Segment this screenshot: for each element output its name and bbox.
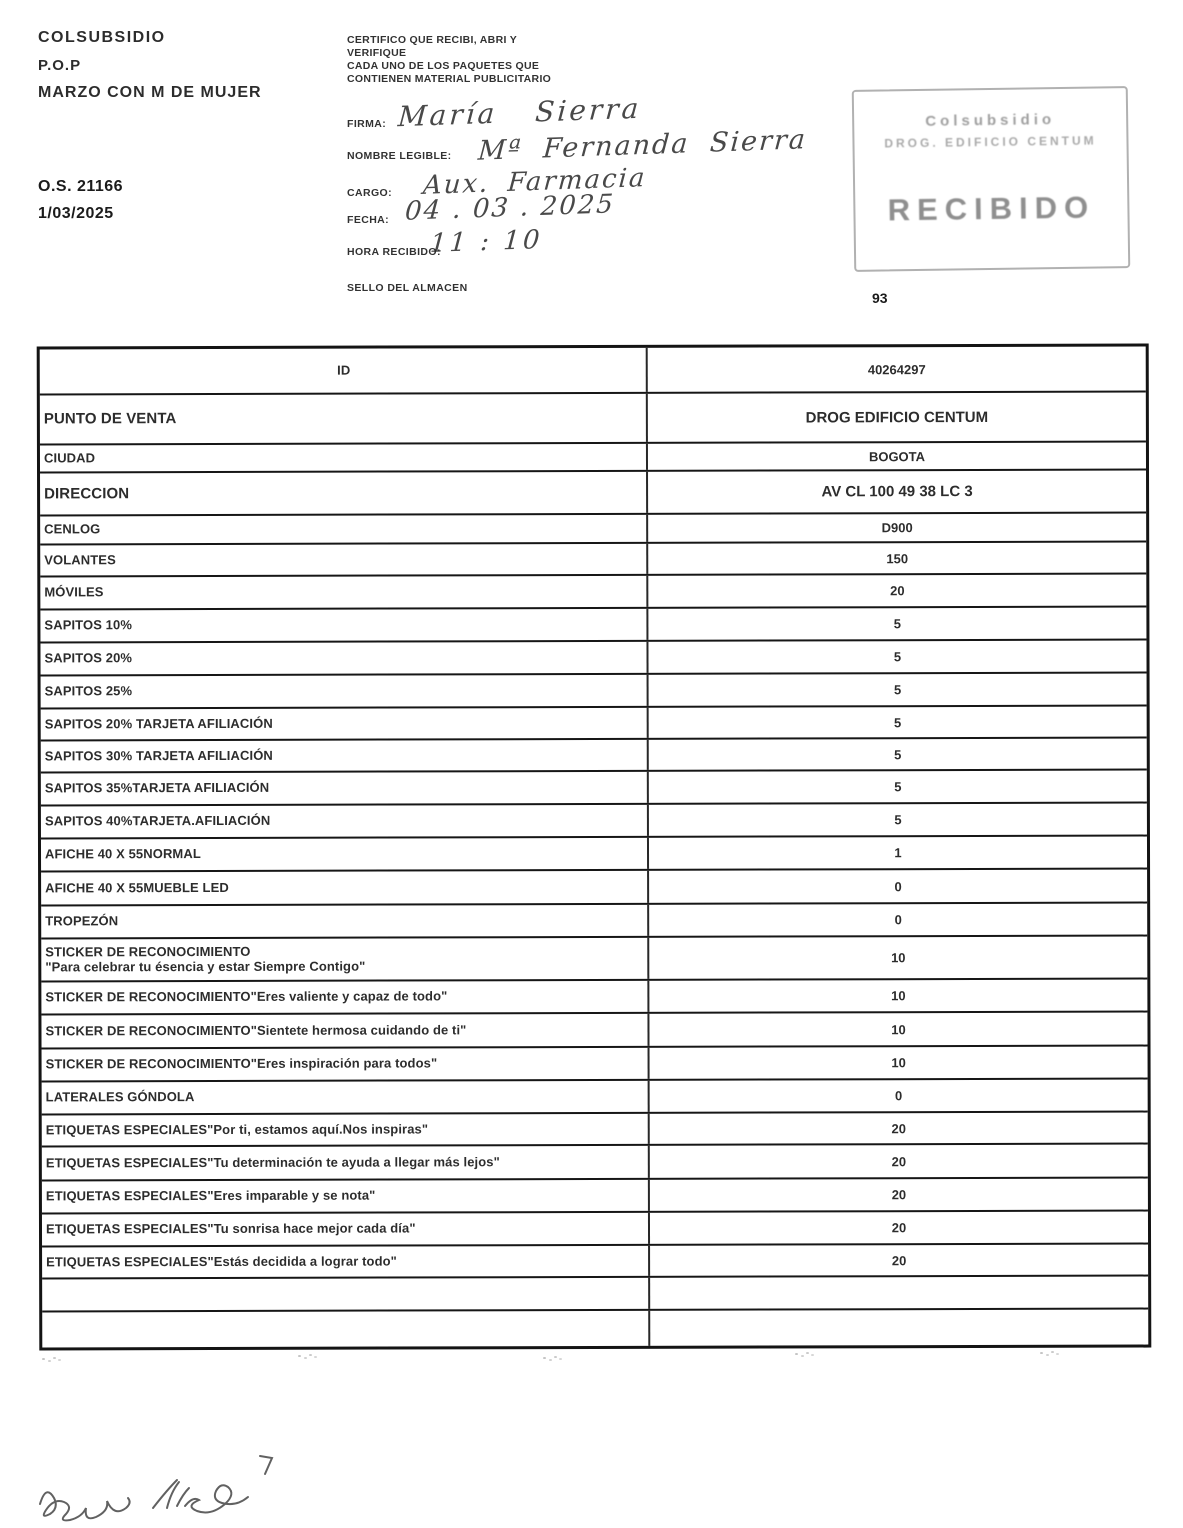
cargo-handwritten: Aux. Farmacia <box>422 163 648 201</box>
row-value: 20 <box>891 1120 906 1136</box>
table-row <box>42 1047 1148 1083</box>
row-label: STICKER DE RECONOCIMIENTO "Para celebrar tu ésencia y estar Siempre Contigo" <box>41 938 649 981</box>
row-label: ETIQUETAS ESPECIALES"Estás decidida a lograr todo" <box>42 1246 650 1278</box>
scan-speck <box>298 1355 301 1357</box>
row-value: 10 <box>891 950 906 966</box>
row-label: MÓVILES <box>40 576 648 609</box>
table-row <box>41 904 1147 940</box>
certification-line: CERTIFICO QUE RECIBI, ABRI Y <box>347 34 517 46</box>
table-row <box>40 514 1146 546</box>
table-row <box>40 608 1146 644</box>
row-value: 5 <box>893 682 902 698</box>
row-value: 10 <box>891 1021 906 1037</box>
table-row <box>41 674 1147 710</box>
table-row <box>42 1277 1148 1313</box>
table-row <box>42 1179 1148 1215</box>
row-label: ID <box>40 348 648 394</box>
row-value: BOGOTA <box>868 448 926 464</box>
sello-almacen-label: SELLO DEL ALMACEN <box>347 282 468 294</box>
fecha-label: FECHA: <box>347 214 390 226</box>
table-row <box>41 1013 1147 1050</box>
table-row <box>41 707 1147 742</box>
document-header-left <box>38 28 262 103</box>
row-label: LATERALES GÓNDOLA <box>42 1081 650 1114</box>
row-value: 10 <box>891 1055 906 1071</box>
table-row <box>40 471 1146 517</box>
row-label: SAPITOS 20% <box>40 642 648 675</box>
table-row <box>40 443 1146 474</box>
row-label: SAPITOS 20% TARJETA AFILIACIÓN <box>41 708 649 740</box>
row-value: 20 <box>891 1220 907 1236</box>
row-value: 40264297 <box>867 361 926 377</box>
row-label: PUNTO DE VENTA <box>40 394 648 444</box>
row-value <box>650 1277 1148 1309</box>
cargo-label: CARGO: <box>347 187 392 199</box>
row-value: 5 <box>894 812 902 828</box>
receipt-table <box>37 344 1152 1351</box>
page-number: 93 <box>872 290 888 306</box>
order-number: O.S. 21166 <box>38 178 124 195</box>
row-value: 20 <box>891 1252 907 1268</box>
row-value: 5 <box>894 746 902 762</box>
row-value: 5 <box>893 649 902 665</box>
table-row <box>41 804 1147 840</box>
table-row <box>42 1080 1148 1116</box>
stamp-store-line: DROG. EDIFICIO CENTUM <box>884 133 1097 151</box>
table-row <box>42 1310 1148 1348</box>
nombre-legible-label: NOMBRE LEGIBLE: <box>347 150 452 162</box>
row-label: SAPITOS 25% <box>41 675 649 708</box>
row-label: ETIQUETAS ESPECIALES"Tu determinación te ayuda a llegar más lejos" <box>42 1146 650 1180</box>
row-label: AFICHE 40 X 55NORMAL <box>41 838 649 871</box>
nombre-legible-handwritten: Mª Fernanda Sierra <box>477 124 809 167</box>
row-value: 5 <box>894 714 902 730</box>
row-label: SAPITOS 30% TARJETA AFILIACIÓN <box>41 740 649 772</box>
row-label <box>42 1311 650 1348</box>
scan-speck <box>42 1358 45 1360</box>
stamp-recibido-text: RECIBIDO <box>887 189 1096 228</box>
certification-line: CONTIENEN MATERIAL PUBLICITARIO <box>347 73 552 85</box>
scan-speck <box>1040 1352 1043 1354</box>
row-label: SAPITOS 40%TARJETA.AFILIACIÓN <box>41 805 649 838</box>
row-label: AFICHE 40 X 55MUEBLE LED <box>41 871 649 905</box>
row-label: STICKER DE RECONOCIMIENTO"Eres valiente y capaz de todo" <box>41 981 649 1014</box>
row-value: 0 <box>894 912 902 928</box>
row-label: CIUDAD <box>40 444 648 472</box>
row-value: 20 <box>890 583 905 599</box>
stamp-company-line: Colsubsidio <box>925 111 1056 130</box>
table-row <box>41 870 1147 907</box>
table-row <box>41 837 1147 873</box>
table-row <box>42 1113 1148 1148</box>
order-date: 1/03/2025 <box>38 205 114 222</box>
table-row <box>40 347 1146 396</box>
table-row <box>41 771 1147 807</box>
table-row <box>40 543 1146 578</box>
recibido-stamp <box>852 86 1131 272</box>
row-value: 1 <box>894 845 902 861</box>
row-label: STICKER DE RECONOCIMIENTO"Eres inspiración para todos" <box>42 1048 650 1081</box>
table-row <box>41 937 1147 983</box>
hora-recibido-label: HORA RECIBIDO: <box>347 246 441 258</box>
row-label: ETIQUETAS ESPECIALES"Por ti, estamos aquí.Nos inspiras" <box>42 1114 650 1146</box>
table-row <box>42 1245 1148 1280</box>
scan-speck <box>795 1353 798 1355</box>
scan-speck <box>543 1357 546 1359</box>
firma-label: FIRMA: <box>347 118 387 130</box>
row-value: 0 <box>895 1088 903 1104</box>
table-row <box>40 575 1146 611</box>
fecha-handwritten: 04 . 03 . 2025 <box>404 189 616 227</box>
row-value: D900 <box>881 520 913 536</box>
row-label: ETIQUETAS ESPECIALES"Eres imparable y se nota" <box>42 1180 650 1213</box>
row-label: TROPEZÓN <box>41 905 649 938</box>
table-row <box>40 393 1146 446</box>
firma-handwritten: María Sierra <box>396 91 643 134</box>
row-value: 5 <box>894 779 902 795</box>
row-value: 20 <box>891 1187 907 1203</box>
row-value: 0 <box>894 878 902 894</box>
row-label: SAPITOS 10% <box>40 609 648 642</box>
row-value <box>650 1310 1148 1346</box>
row-label: VOLANTES <box>40 544 648 576</box>
row-label: CENLOG <box>40 515 648 544</box>
signature-scribble <box>28 1442 368 1528</box>
row-value: 10 <box>891 988 906 1004</box>
hora-handwritten: 11 : 10 <box>428 224 544 260</box>
program-name: P.O.P <box>38 57 82 74</box>
row-value: AV CL 100 49 38 LC 3 <box>821 483 973 501</box>
row-label <box>42 1278 650 1311</box>
row-value: 20 <box>891 1153 907 1169</box>
row-label: SAPITOS 35%TARJETA AFILIACIÓN <box>41 772 649 805</box>
table-row <box>40 641 1146 677</box>
certification-line: VERIFIQUE <box>347 47 407 59</box>
row-value: DROG EDIFICIO CENTUM <box>805 408 989 426</box>
certification-text <box>347 34 551 86</box>
row-label: ETIQUETAS ESPECIALES"Tu sonrisa hace mejor cada día" <box>42 1213 650 1246</box>
row-value: 5 <box>893 616 902 632</box>
campaign-name: MARZO CON M DE MUJER <box>38 83 262 101</box>
row-label: DIRECCION <box>40 472 648 515</box>
row-value: 150 <box>886 550 909 566</box>
table-row <box>42 1212 1148 1248</box>
table-row <box>41 980 1147 1016</box>
company-name: COLSUBSIDIO <box>38 29 166 46</box>
row-label: STICKER DE RECONOCIMIENTO"Sientete hermosa cuidando de ti" <box>41 1014 649 1048</box>
table-row <box>41 739 1147 774</box>
certification-line: CADA UNO DE LOS PAQUETES QUE <box>347 60 540 72</box>
table-row <box>42 1145 1148 1182</box>
